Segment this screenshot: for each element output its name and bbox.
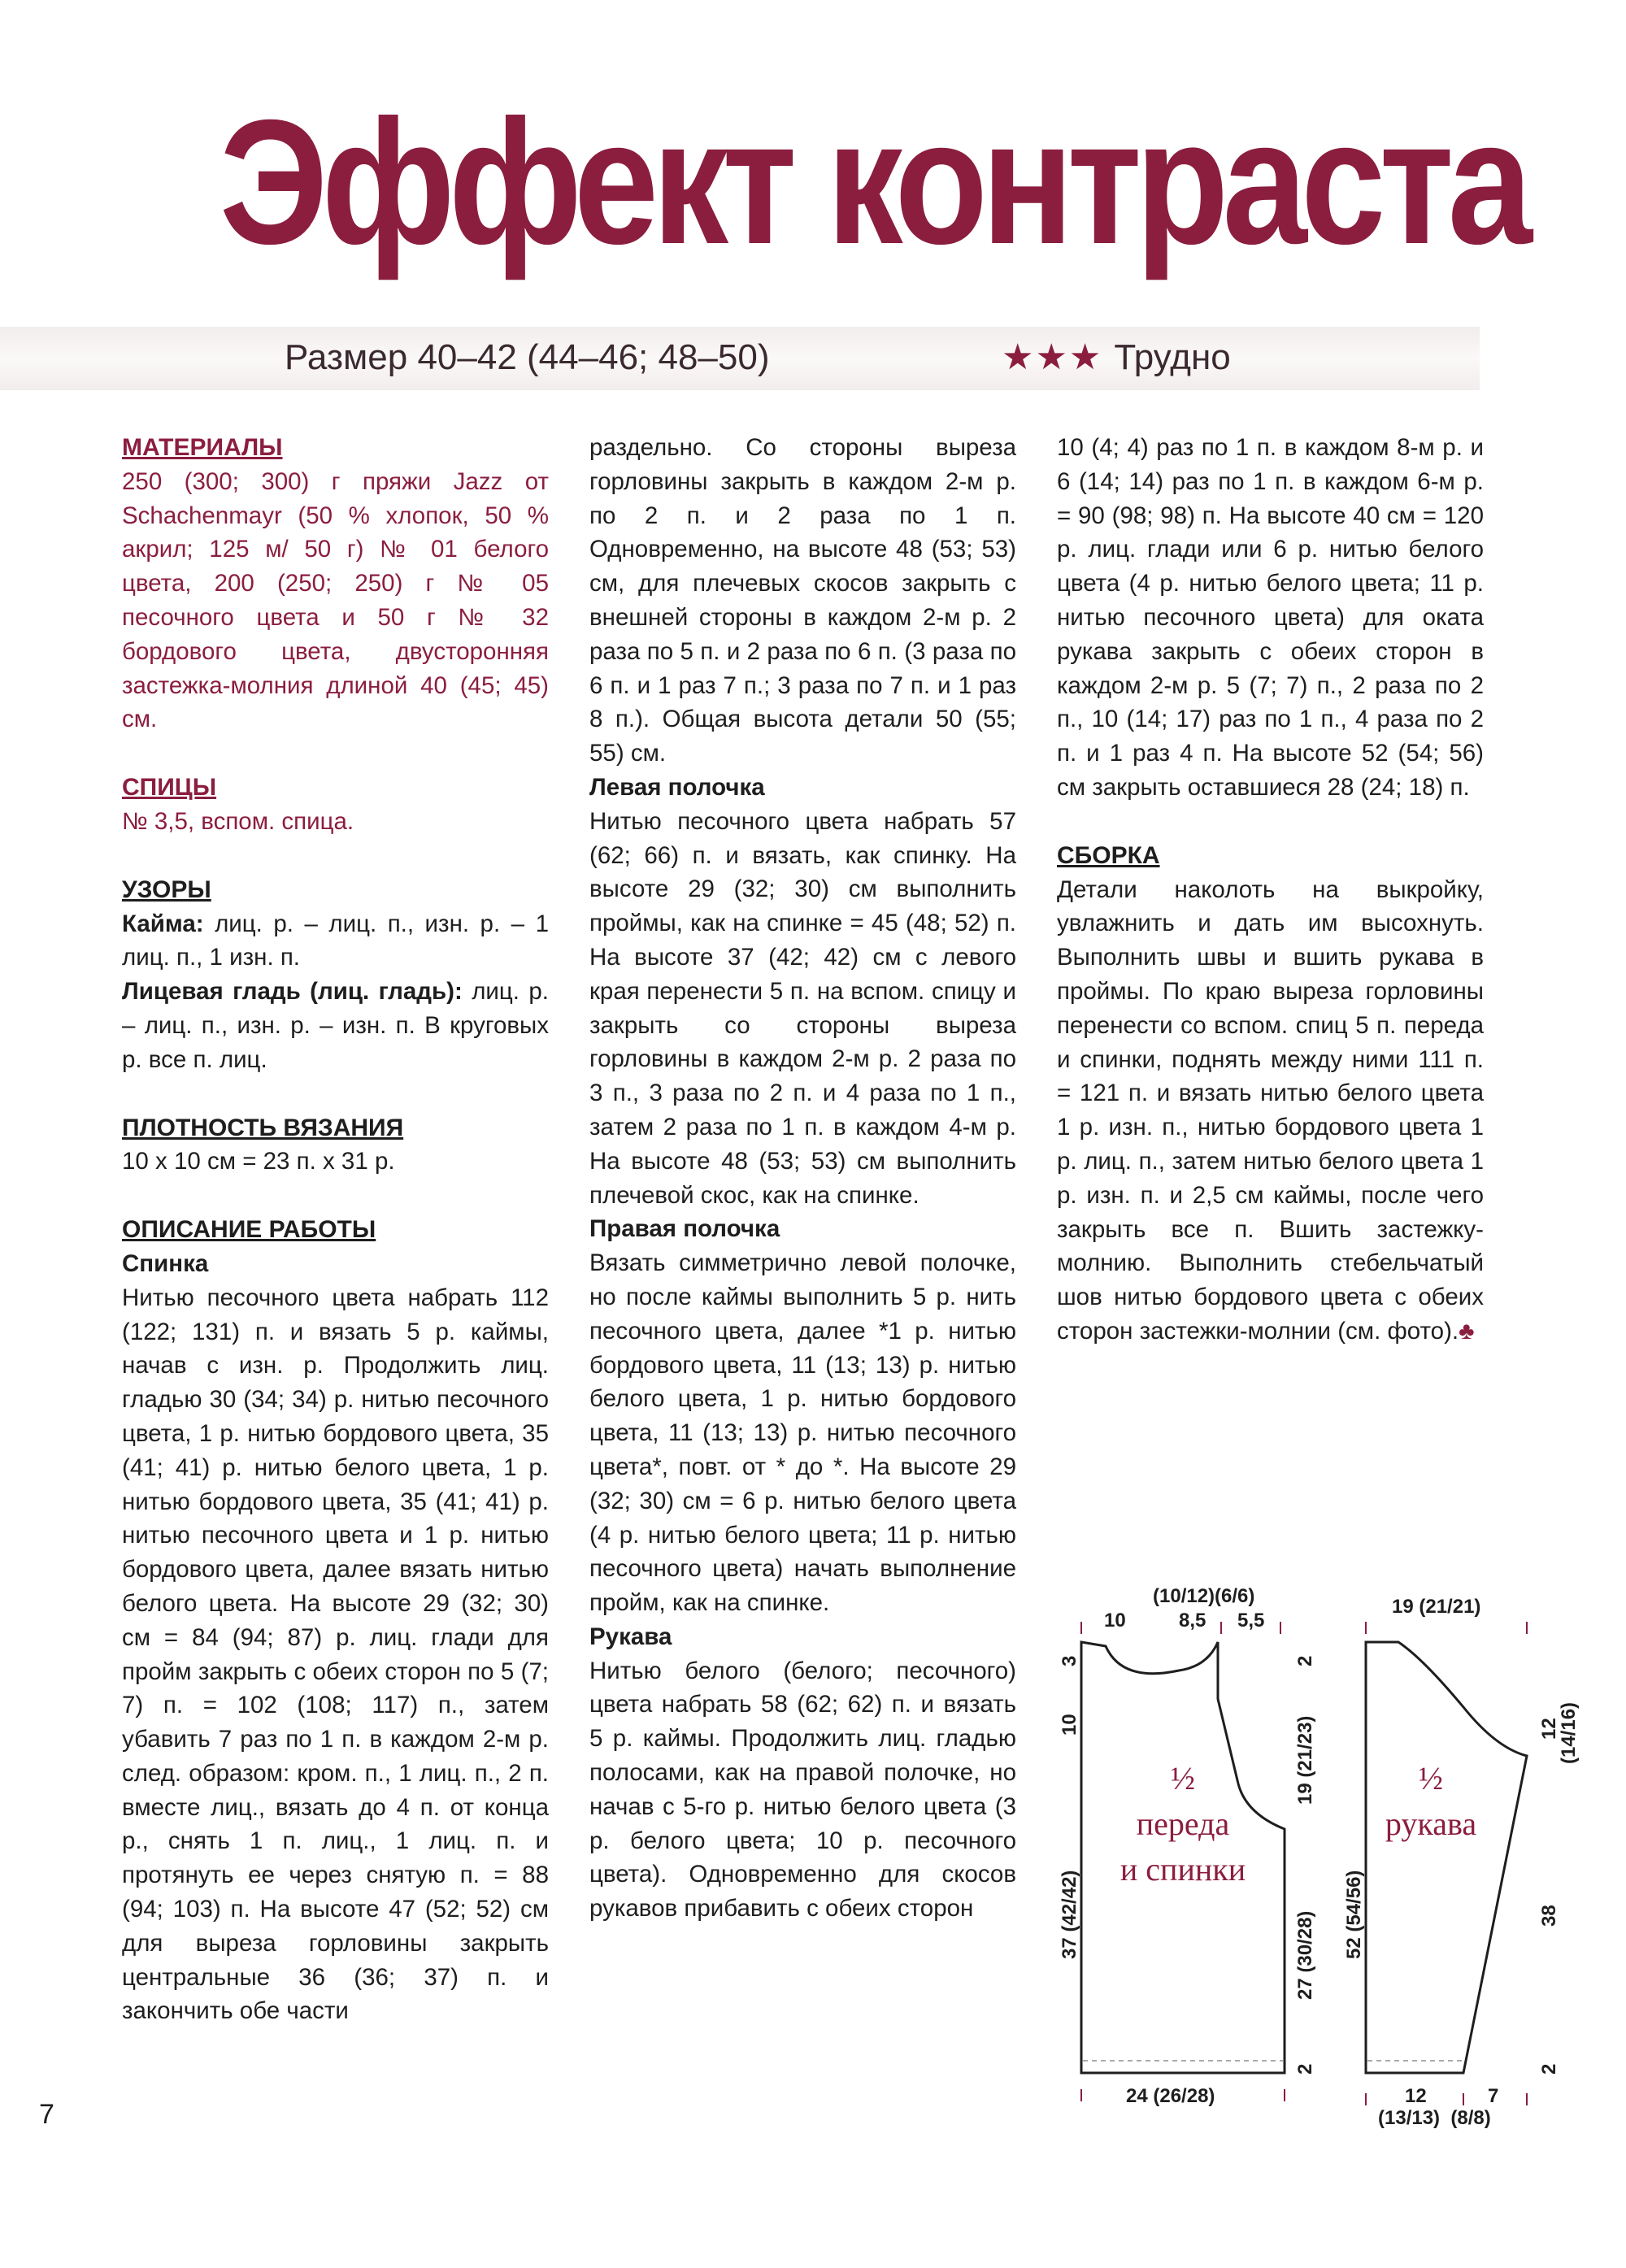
pattern-schematic xyxy=(1041,1569,1580,2138)
sleeve-dim-12b: 12 xyxy=(1405,2085,1427,2107)
dim-10: 10 xyxy=(1104,1610,1126,1631)
sleeve-dim-52: 52 (54/56) xyxy=(1343,1870,1365,1959)
front-back-word-1: переда xyxy=(1136,1805,1230,1842)
dim-24: 24 (26/28) xyxy=(1126,2085,1215,2107)
needles-text: № 3,5, вспом. спица. xyxy=(122,807,354,835)
pattern-stockinette-text: лиц. р. – лиц. п., изн. р. – изн. п. В круговых р. все п. лиц. xyxy=(122,978,549,1073)
sleeve-text: Нитью белого (белого; песочного) цвета набрать 58 (62; 62) п. и вязать 5 р. каймы. Продолжить лиц. гладью полосами, как на правой полочке, но начав с 5-го р. нитью белого цвета (3 р. белого цвета; 10 р. песочного цвета). Одновременно для скосов рукавов прибавить с обеих сторон xyxy=(589,1657,1016,1923)
sleeve-heading: Рукава xyxy=(589,1623,672,1650)
back-text-continued: раздельно. Со стороны выреза горловины закрыть в каждом 2-м р. по 2 п. и 2 раза по 1 п. Одновременно, на высоте 48 (53; 53) см, для плечевых скосов закрыть с внешней стороны в каждом 2-м р. 2 раза по 5 п. и 2 раза по 6 п. (3 раза по 6 п. и 1 раз 7 п.; 3 раза по 7 п. и 1 раз 8 п.). Общая высота детали 50 (55; 55) см. xyxy=(589,434,1016,767)
left-front-text: Нитью песочного цвета набрать 57 (62; 66) п. и вязать, как спинку. На высоте 29 (32; 30) см выполнить проймы, как на спинке = 45 (48; 52) п. На высоте 37 (42; 42) см с левого края перенести 5 п. на вспом. спицу и закрыть со стороны выреза горловины в каждом 2-м р. 2 раза по 3 п., 3 раза по 2 п. и 4 раза по 1 п., затем 2 раза по 1 п. в каждом 4-м р. На высоте 48 (53; 53) см выполнить плечевой скос, как на спинке. xyxy=(589,807,1016,1209)
dim-2b: 2 xyxy=(1294,2063,1316,2075)
sleeve-outline xyxy=(1366,1642,1527,2073)
pattern-edge-label: Кайма: xyxy=(122,910,204,937)
left-front-heading: Левая полочка xyxy=(589,773,765,801)
needles-heading: СПИЦЫ xyxy=(122,774,217,802)
page-number: 7 xyxy=(39,2099,54,2130)
difficulty xyxy=(1002,333,1231,382)
sleeve-label xyxy=(1362,1756,1500,1847)
size-line: Размер 40–42 (44–46; 48–50) xyxy=(285,337,770,377)
club-end-icon: ♣ xyxy=(1459,1317,1475,1345)
dim-37: 37 (42/42) xyxy=(1059,1870,1080,1959)
sleeve-dim-top: 19 (21/21) xyxy=(1392,1596,1481,1618)
back-text: Нитью песочного цвета набрать 112 (122; 131) п. и вязать 5 р. каймы, начав с изн. р. Продолжить лиц. гладью 30 (34; 34) р. нитью песочного цвета, 1 р. нитью бордового цвета, 35 (41; 41) р. нитью белого цвета, 1 р. нитью бордового цвета, 35 (41; 41) р. нитью песочного цвета и 1 р. нитью бордового цвета, далее вязать нитью белого цвета. На высоте 29 (32; 30) см = 84 (94; 87) р. лиц. глади для пройм закрыть с обеих сторон по 5 (7; 7) п. = 102 (108; 117) п., затем убавить 7 раз по 1 п. в каждом 2-м р. след. образом: кром. п., 1 лиц. п., 2 п. вместе лиц., вязать до 4 п. от конца р., снять 1 п. лиц., 1 лиц. п. и протянуть ее через снятую п. = 88 (94; 103) п. На высоте 47 (52; 52) см для выреза горловины закрыть центральные 36 (36; 37) п. и закончить обе части xyxy=(122,1284,549,2025)
density-text: 10 x 10 см = 23 п. x 31 р. xyxy=(122,1148,395,1175)
front-back-half: ½ xyxy=(1171,1760,1195,1797)
difficulty-stars-icon: ★★★ xyxy=(1002,337,1103,377)
back-heading: Спинка xyxy=(122,1249,209,1277)
front-back-label xyxy=(1093,1756,1272,1892)
sleeve-text-continued: 10 (4; 4) раз по 1 п. в каждом 8-м р. и 6 (14; 14) раз по 1 п. в каждом 6-м р. = 90 (98; 98) п. На высоте 40 см = 120 р. лиц. глади или 6 р. нитью белого цвета (4 р. нитью белого цвета; 11 р. нитью песочного цвета) для оката рукава закрыть с обеих сторон в каждом 2-м р. 5 (7; 7) п., 2 раза по 2 п., 10 (14; 17) раз по 1 п., 4 раза по 2 п. и 1 раз 4 п. На высоте 52 (54; 56) см закрыть оставшиеся 28 (24; 18) п. xyxy=(1057,434,1484,801)
materials-text: 250 (300; 300) г пряжи Jazz от Schachenmayr (50 % хлопок, 50 % акрил; 125 м/ 50 г) № 01 белого цвета, 200 (250; 250) г № 05 песочного цвета и 50 г № 32 бордового цвета, двусторонняя застежка-молния длиной 40 (45; 45) см. xyxy=(122,467,549,733)
sleeve-dim-38: 38 xyxy=(1538,1905,1560,1927)
density-heading: ПЛОТНОСТЬ ВЯЗАНИЯ xyxy=(122,1114,404,1141)
sleeve-word: рукава xyxy=(1385,1805,1477,1842)
sleeve-dim-2: 2 xyxy=(1538,2063,1560,2075)
dim-19: 19 (21/23) xyxy=(1294,1715,1316,1805)
column-3 xyxy=(1057,431,1484,1349)
patterns-heading: УЗОРЫ xyxy=(122,875,211,903)
dim-85: 8,5 xyxy=(1179,1610,1206,1631)
dim-10v: 10 xyxy=(1059,1714,1080,1736)
page-title: Эффект контраста xyxy=(220,84,1527,281)
dim-3: 3 xyxy=(1059,1655,1080,1666)
dim-55: 5,5 xyxy=(1237,1610,1265,1631)
sleeve-dim-12: 12 xyxy=(1538,1718,1560,1740)
right-front-heading: Правая полочка xyxy=(589,1215,780,1243)
pattern-stockinette xyxy=(122,975,549,1076)
sleeve-dim-7: 7 xyxy=(1488,2085,1499,2107)
front-back-word-2: и спинки xyxy=(1120,1851,1246,1888)
work-heading: ОПИСАНИЕ РАБОТЫ xyxy=(122,1216,376,1244)
assembly-heading: СБОРКА xyxy=(1057,841,1160,869)
dim-2a: 2 xyxy=(1294,1655,1316,1666)
pattern-edge xyxy=(122,907,549,975)
sleeve-half: ½ xyxy=(1419,1760,1443,1797)
materials-heading: МАТЕРИАЛЫ xyxy=(122,434,283,461)
difficulty-label: Трудно xyxy=(1114,337,1231,377)
dim-27: 27 (30/28) xyxy=(1294,1910,1316,2000)
column-1 xyxy=(122,431,549,2028)
assembly-body: Детали наколоть на выкройку, увлажнить и дать им высохнуть. Выполнить швы и вшить рукава в проймы. По краю выреза горловины перенести со вспом. спиц 5 п. переда и спинки, поднять между ними 111 п. = 121 п. и вязать нитью белого цвета 1 р. изн. п., нитью бордового цвета 1 р. лиц. п., затем нитью белого цвета 1 р. изн. п. и 2,5 см каймы, после чего закрыть все п. Вшить застежку-молнию. Выполнить стебельчатый шов нитью бордового цвета с обеих сторон застежки-молнии (см. фото). xyxy=(1057,875,1484,1345)
sleeve-dim-1416: (14/16) xyxy=(1558,1701,1580,1764)
column-2 xyxy=(589,431,1016,1926)
pattern-edge-text: лиц. р. – лиц. п., изн. р. – 1 лиц. п., 1 изн. п. xyxy=(122,910,549,971)
sleeve-dim-bottom: (13/13) (8/8) xyxy=(1378,2107,1491,2129)
pattern-stockinette-label: Лицевая гладь (лиц. гладь): xyxy=(122,978,463,1006)
right-front-text: Вязать симметрично левой полочке, но после каймы выполнить 5 р. нить песочного цвета, далее *1 р. нитью бордового цвета, 11 (13; 13) р. нитью белого цвета, 1 р. нитью бордового цвета, 11 (13; 13) р. нитью песочного цвета*, повт. от * до *. На высоте 29 (32; 30) см = 6 р. нитью белого цвета (4 р. нитью белого цвета; 11 р. нитью песочного цвета) начать выполнение пройм, как на спинке. xyxy=(589,1249,1016,1617)
assembly-text xyxy=(1057,873,1484,1349)
dim-top-small: (10/12)(6/6) xyxy=(1153,1585,1255,1607)
